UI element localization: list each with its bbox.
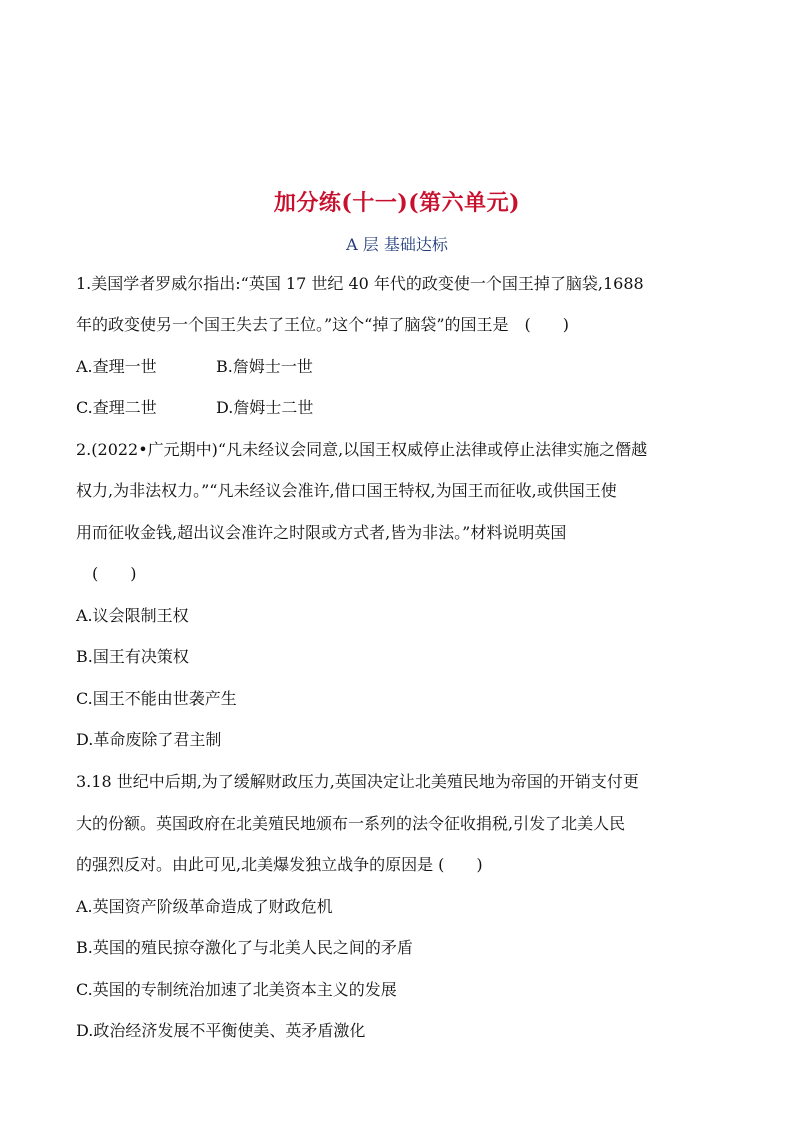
option-c: C.英国的专制统治加速了北美资本主义的发展 [76,980,397,999]
question-stem-line: 1.美国学者罗威尔指出:“英国 17 世纪 40 年代的政变使一个国王掉了脑袋,1688 [76,274,644,293]
option-a: A.议会限制王权 [76,606,189,625]
question-stem-line: 权力,为非法权力。”“凡未经议会准许,借口国王特权,为国王而征收,或供国王使 [76,481,617,500]
question-stem-line: 2.(2022•广元期中)“凡未经议会同意,以国王权威停止法律或停止法律实施之僭越 [76,440,648,459]
option-c: C.国王不能由世袭产生 [76,689,237,708]
section-subtitle: A 层 基础达标 [346,235,448,254]
option-c: C.查理二世 [76,398,157,417]
option-a: A.英国资产阶级革命造成了财政危机 [76,897,333,916]
question-stem-line: 年的政变使另一个国王失去了王位。”这个“掉了脑袋”的国王是 ( ) [76,315,570,334]
question-stem-line: 3.18 世纪中后期,为了缓解财政压力,英国决定让北美殖民地为帝国的开销支付更 [76,772,639,791]
option-row [76,398,313,418]
question-stem-line: 的强烈反对。由此可见,北美爆发独立战争的原因是 ( ) [76,855,483,874]
page-title: 加分练(十一)(第六单元) [273,190,521,216]
option-d: D.革命废除了君主制 [76,730,222,749]
option-b: B.英国的殖民掠夺激化了与北美人民之间的矛盾 [76,938,413,957]
option-row [76,357,313,377]
option-d: D.政治经济发展不平衡使美、英矛盾激化 [76,1021,366,1040]
option-d: D.詹姆士二世 [216,398,314,417]
option-b: B.詹姆士一世 [216,357,313,376]
question-stem-line: 用而征收金钱,超出议会准许之时限或方式者,皆为非法。”材料说明英国 [76,523,567,542]
option-b: B.国王有决策权 [76,647,189,666]
option-a: A.查理一世 [76,357,157,376]
question-stem-line: ( ) [76,564,137,583]
question-stem-line: 大的份额。英国政府在北美殖民地颁布一系列的法令征收捐税,引发了北美人民 [76,814,626,833]
